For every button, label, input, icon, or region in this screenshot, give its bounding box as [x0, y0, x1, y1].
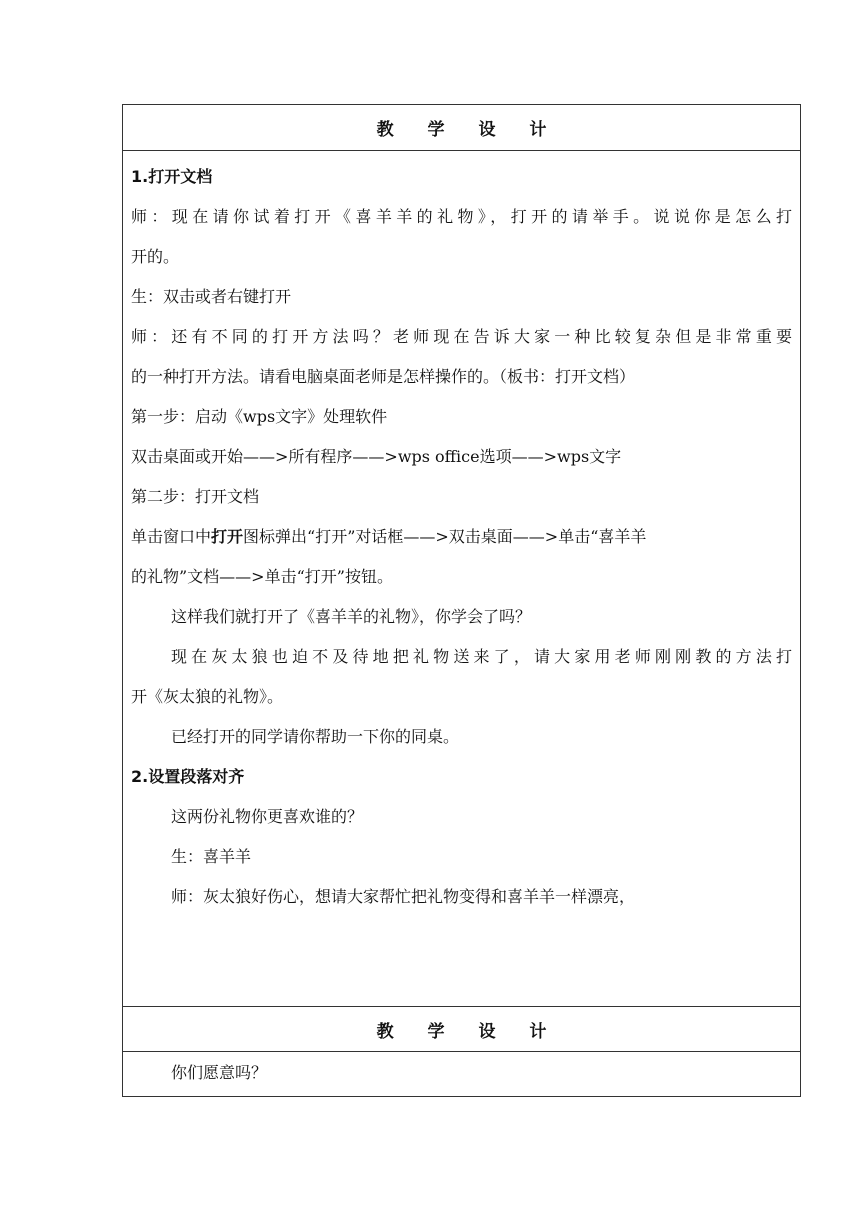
table-header: [123, 105, 800, 151]
paragraph-line: 师：现在请你试着打开《喜羊羊的礼物》，打开的请举手。说说你是怎么打: [131, 207, 792, 226]
lesson-table: [122, 104, 801, 1097]
step2-text-b: 图标弹出“打开”对话框——>双击桌面——>单击“喜羊羊: [243, 527, 647, 546]
paragraph-line: 现在灰太狼也迫不及待地把礼物送来了，请大家用老师刚刚教的方法打: [171, 647, 792, 666]
step2-text-bold: 打开: [211, 527, 244, 546]
table-header-title: 教 学 设 计: [376, 1021, 561, 1042]
paragraph-line: 师：灰太狼好伤心，想请大家帮忙把礼物变得和喜羊羊一样漂亮，: [171, 887, 636, 906]
paragraph-line: 生：喜羊羊: [171, 847, 252, 866]
paragraph-line: 第一步：启动《wps文字》处理软件: [131, 407, 388, 426]
paragraph-line: 第二步：打开文档: [131, 487, 260, 506]
paragraph-line: 双击桌面或开始——>所有程序——>wps office选项——>wps文字: [131, 447, 622, 466]
section-title-open-document: 1.打开文档: [131, 167, 213, 186]
section-title-paragraph-align: 2.设置段落对齐: [131, 767, 245, 786]
lesson-content-cell: [123, 151, 800, 1006]
table-header-repeat: [123, 1006, 800, 1052]
table-header-title: 教 学 设 计: [376, 120, 561, 140]
paragraph-line: 开的。: [131, 247, 180, 266]
step2-text-a: 单击窗口中: [131, 527, 212, 546]
paragraph-line: 开《灰太狼的礼物》。: [131, 687, 284, 706]
paragraph-line: 的礼物”文档——>单击“打开”按钮。: [131, 567, 393, 586]
paragraph-line: 这样我们就打开了《喜羊羊的礼物》，你学会了吗？: [171, 607, 532, 626]
step2-instruction-line: [131, 517, 792, 557]
paragraph-line: 生：双击或者右键打开: [131, 287, 292, 306]
paragraph-line: 这两份礼物你更喜欢谁的？: [171, 807, 364, 826]
paragraph-line: 的一种打开方法。请看电脑桌面老师是怎样操作的。（板书：打开文档）: [131, 367, 636, 386]
paragraph-line: 师：还有不同的打开方法吗？老师现在告诉大家一种比较复杂但是非常重要: [131, 327, 792, 346]
paragraph-line: 你们愿意吗？: [171, 1063, 268, 1082]
paragraph-line: 已经打开的同学请你帮助一下你的同桌。: [171, 727, 460, 746]
lesson-content-cell-continued: [123, 1052, 800, 1096]
